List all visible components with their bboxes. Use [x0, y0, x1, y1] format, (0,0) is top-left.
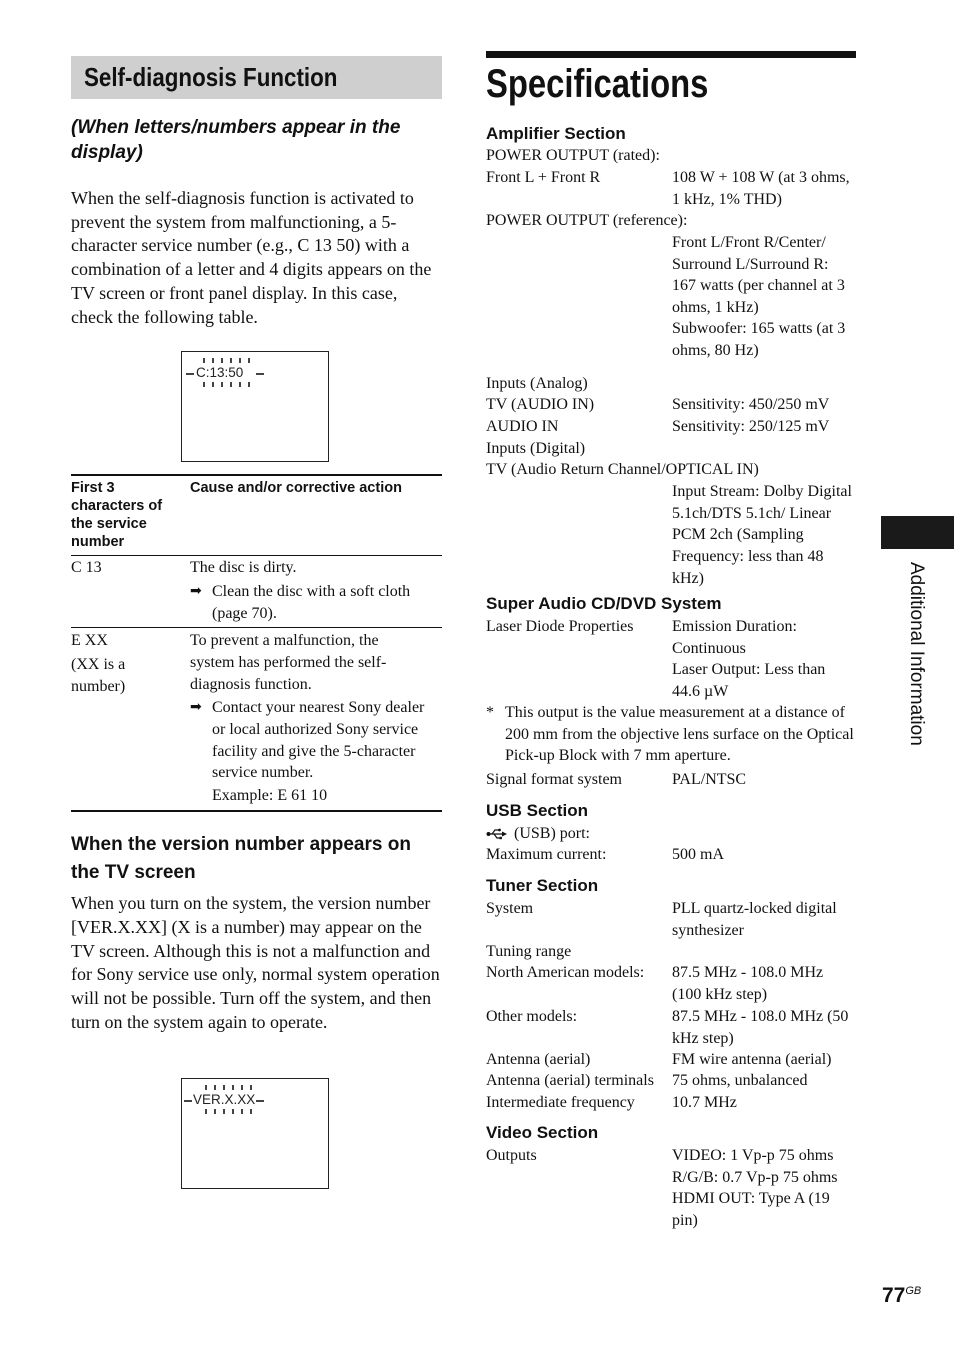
amplifier-heading: Amplifier Section — [486, 124, 626, 143]
spec-value: Sensitivity: 450/250 mV — [672, 396, 830, 413]
spec-value: R/G/B: 0.7 Vp-p 75 ohms — [672, 1169, 838, 1186]
spec-value: 87.5 MHz - 108.0 MHz (100 kHz step) — [672, 964, 824, 1003]
spec-label: Laser Diode Properties — [486, 618, 634, 635]
spec-label: Inputs (Analog) — [486, 375, 588, 392]
row-cause: The disc is dirty. — [190, 559, 297, 576]
spec-value: Subwoofer: 165 watts (at 3 ohms, 80 Hz) — [672, 320, 846, 359]
video-heading: Video Section — [486, 1123, 599, 1142]
spec-label: Antenna (aerial) — [486, 1051, 591, 1068]
spec-label: Antenna (aerial) terminals — [486, 1072, 654, 1089]
self-diagnosis-paragraph: When the self-diagnosis function is activated to prevent the system from malfunctioning, a 5-character service number (e.g., C 13 50) with a combination of a letter and 4 digits appears on the TV screen or front panel display. In this case, check the following table. — [71, 188, 432, 327]
display-illustration — [181, 351, 329, 462]
display-code-text: C:13:50 — [196, 365, 244, 380]
spec-label: AUDIO IN — [486, 418, 559, 435]
spec-label: North American models: — [486, 964, 645, 981]
row-code: C 13 — [71, 559, 102, 576]
spec-value: VIDEO: 1 Vp-p 75 ohms — [672, 1147, 834, 1164]
spec-value: Front L/Front R/Center/ Surround L/Surround R: 167 watts (per channel at 3 ohms, 1 kHz) — [672, 234, 845, 317]
table-header-code: First 3 characters of the service number — [71, 480, 163, 550]
row-action: ➡ Clean the disc with a soft cloth (page 70). — [190, 581, 442, 625]
spec-value: HDMI OUT: Type A (19 pin) — [672, 1190, 830, 1229]
spec-label: Other models: — [486, 1008, 578, 1025]
spec-label: TV (AUDIO IN) — [486, 396, 595, 413]
version-heading: When the version number appears on the TV screen — [71, 834, 411, 883]
row-action: ➡ Contact your nearest Sony dealer or local authorized Sony service facility and give the 5-character service number. — [190, 697, 442, 784]
service-number-table — [71, 474, 442, 814]
spec-value: PAL/NTSC — [672, 771, 747, 788]
spec-label: Front L + Front R — [486, 169, 601, 186]
tuner-heading: Tuner Section — [486, 876, 599, 895]
spec-label: Outputs — [486, 1147, 537, 1164]
spec-value: Emission Duration: Continuous — [672, 618, 797, 657]
title-rule — [486, 51, 856, 58]
row-code: E XX — [71, 632, 108, 649]
spec-label: Signal format system — [486, 771, 622, 788]
page-suffix: GB — [905, 1285, 922, 1297]
arrow-right-icon: ➡ — [190, 583, 202, 599]
spec-value: 75 ohms, unbalanced — [672, 1072, 808, 1089]
spec-label: (USB) port: — [486, 823, 590, 845]
spec-label: Inputs (Digital) — [486, 440, 586, 457]
spec-label: Maximum current: — [486, 846, 607, 863]
usb-heading: USB Section — [486, 801, 589, 820]
spec-label: TV (Audio Return Channel/OPTICAL IN) — [486, 461, 759, 478]
table-bottom-rule — [71, 810, 442, 812]
display-illustration — [181, 1078, 329, 1189]
table-header-rule — [71, 555, 442, 556]
row-code-note: (XX is a number) — [71, 656, 126, 695]
table-header-action: Cause and/or corrective action — [190, 480, 402, 496]
table-top-rule — [71, 474, 442, 476]
arrow-right-icon: ➡ — [190, 699, 202, 715]
spec-value: 10.7 MHz — [672, 1094, 737, 1111]
sacd-heading: Super Audio CD/DVD System — [486, 594, 722, 613]
spec-value: 500 mA — [672, 846, 724, 863]
spec-label: POWER OUTPUT (rated): — [486, 147, 660, 164]
spec-label: POWER OUTPUT (reference): — [486, 212, 688, 229]
spec-value: FM wire antenna (aerial) — [672, 1051, 832, 1068]
page-number: $77^{GB}$ — [882, 1284, 922, 1307]
spec-value: 87.5 MHz - 108.0 MHz (50 kHz step) — [672, 1008, 849, 1047]
self-diagnosis-subheading: (When letters/numbers appear in the display) — [71, 117, 401, 163]
version-paragraph: When you turn on the system, the version number [VER.X.XX] (X is a number) may appear on the TV screen. Although this is not a malfunction and for Sony service use only, normal system operation will not be possible. Turn off the system, and then turn on the system again to operate. — [71, 893, 440, 1032]
spec-value: Sensitivity: 250/125 mV — [672, 418, 830, 435]
spec-value: Input Stream: Dolby Digital 5.1ch/DTS 5.1ch/ Linear PCM 2ch (Sampling Frequency: less than 48 kHz) — [672, 483, 852, 587]
spec-value: 108 W + 108 W (at 3 ohms, 1 kHz, 1% THD) — [672, 169, 850, 208]
spec-value: Laser Output: Less than 44.6 µW — [672, 661, 826, 700]
spec-label: Tuning range — [486, 943, 572, 960]
specifications-title: Specifications — [486, 62, 709, 106]
chapter-tab-label: Additional Information — [906, 562, 927, 746]
chapter-tab — [881, 516, 954, 549]
spec-label: System — [486, 900, 534, 917]
row-example: Example: E 61 10 — [212, 787, 328, 804]
spec-label: Intermediate frequency — [486, 1094, 635, 1111]
row-cause: To prevent a malfunction, the system has performed the self-diagnosis function. — [190, 632, 387, 693]
table-row-rule — [71, 627, 442, 628]
display-version-text: VER.X.XX — [193, 1092, 256, 1107]
spec-value: PLL quartz-locked digital synthesizer — [672, 900, 837, 939]
self-diagnosis-heading: Self-diagnosis Function — [84, 62, 338, 92]
usb-icon — [486, 828, 508, 840]
